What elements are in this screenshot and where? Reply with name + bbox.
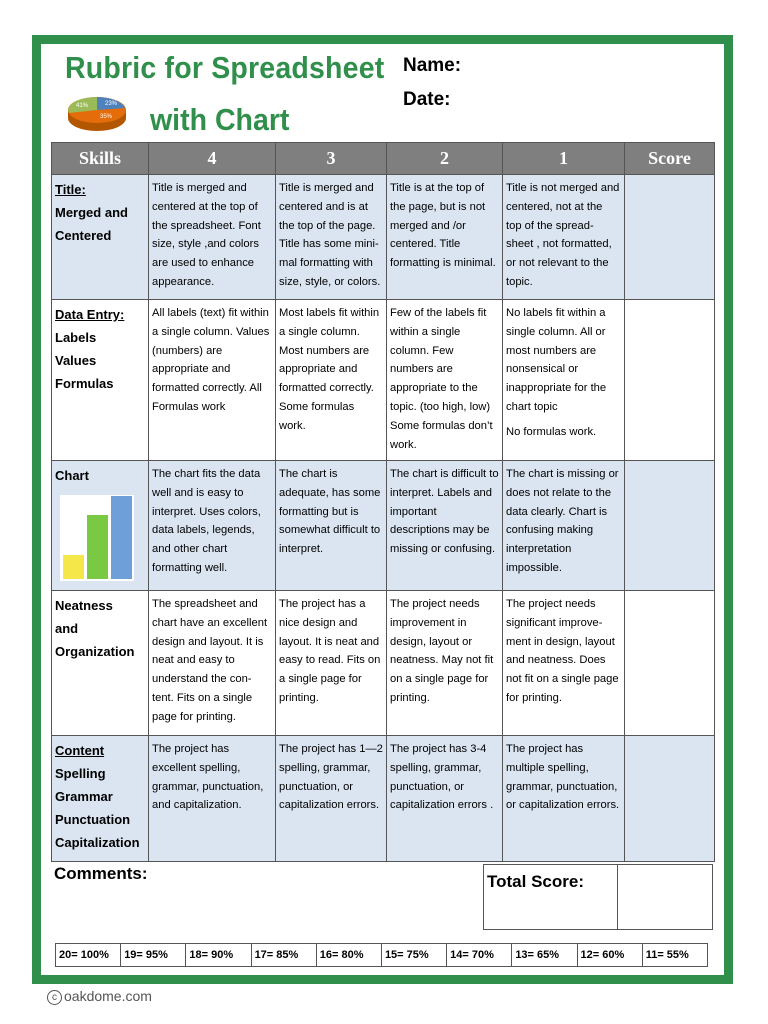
table-row-chart (52, 461, 715, 591)
header-skills: Skills (52, 143, 149, 175)
skill-line: Punctuation (55, 812, 131, 827)
scale-item: 15= 75% (381, 944, 446, 967)
skill-cell (52, 461, 149, 591)
bar-chart-icon (60, 495, 134, 581)
title-line-2: with Chart (150, 102, 290, 137)
scale-item: 11= 55% (642, 944, 707, 967)
criteria-cell-2: The project has 3-4 spelling, grammar, punctuation, or capitalization errors . (387, 736, 503, 862)
name-label: Name: (403, 55, 462, 76)
criteria-cell-4: All labels (text) fit within a single column. Values (numbers) are appropriate and formatted correctly. All Formulas work (149, 300, 276, 461)
skill-heading: Data Entry: (55, 307, 125, 322)
score-cell[interactable] (625, 300, 715, 461)
criteria-cell-3: The project has a nice design and layout. It is neat and easy to read. Fits on a single page for printing. (276, 591, 387, 736)
header-row (52, 143, 715, 175)
scale-item: 13= 65% (512, 944, 577, 967)
bar-green (87, 515, 108, 579)
total-score-label: Total Score: (487, 872, 584, 891)
skill-line: Labels (55, 330, 97, 345)
grading-scale (55, 943, 708, 967)
copyright (47, 988, 152, 1005)
skill-line: Neatness (55, 598, 113, 613)
scale-item: 20= 100% (56, 944, 121, 967)
pie-chart-icon (66, 93, 130, 135)
scale-item: 14= 70% (447, 944, 512, 967)
criteria-cell-1: The project has multiple spelling, grammar, punctuation, or capitalization errors. (503, 736, 625, 862)
skill-line: Values (55, 353, 97, 368)
skill-line: Formulas (55, 376, 114, 391)
criteria-text: No labels fit within a single column. All or most numbers are nonsensical or inappropriate for the chart topic (506, 307, 607, 413)
rubric-table (51, 142, 715, 862)
copyright-text: oakdome.com (64, 988, 152, 1004)
pie-label-2: 23% (105, 101, 118, 107)
skill-line: Organization (55, 644, 135, 659)
skill-line: Centered (55, 228, 112, 243)
criteria-cell-1 (503, 300, 625, 461)
criteria-cell-2: The project needs improvement in design, layout or neatness. May not fit on a single page for printing. (387, 591, 503, 736)
skill-cell (52, 736, 149, 862)
criteria-cell-1: Title is not merged and centered, not at the top of the spread-sheet , not formatted, or not relevant to the topic. (503, 175, 625, 300)
criteria-cell-2: The chart is difficult to interpret. Labels and important descriptions may be missing or confusing. (387, 461, 503, 591)
copyright-icon: c (47, 990, 62, 1005)
criteria-cell-1: The chart is missing or does not relate to the data clearly. Chart is confusing making interpretation impossible. (503, 461, 625, 591)
criteria-cell-1: The project needs significant improve-ment in design, layout and neatness. Does not fit on a single page for printing. (503, 591, 625, 736)
skill-line: and (55, 621, 79, 636)
skill-cell (52, 591, 149, 736)
score-cell[interactable] (625, 736, 715, 862)
score-cell[interactable] (625, 591, 715, 736)
score-cell[interactable] (625, 175, 715, 300)
header-1: 1 (503, 143, 625, 175)
header-4: 4 (149, 143, 276, 175)
criteria-cell-2: Few of the labels fit within a single column. Few numbers are appropriate to the topic. (too high, low) Some formulas don’t work. (387, 300, 503, 461)
criteria-cell-4: The spreadsheet and chart have an excellent design and layout. It is neat and easy to understand the con-tent. Fits on a single page for printing. (149, 591, 276, 736)
scale-item: 16= 80% (316, 944, 381, 967)
scale-item: 19= 95% (121, 944, 186, 967)
table-row-neatness (52, 591, 715, 736)
comments-label: Comments: (54, 864, 148, 883)
header-2: 2 (387, 143, 503, 175)
pie-label-3: 35% (100, 114, 113, 120)
criteria-cell-2: Title is at the top of the page, but is not merged and /or centered. Title formatting is minimal. (387, 175, 503, 300)
criteria-text-extra: No formulas work. (506, 425, 597, 438)
criteria-cell-4: The project has excellent spelling, grammar, punctuation, and capitalization. (149, 736, 276, 862)
skill-heading: Content (55, 743, 105, 758)
header-3: 3 (276, 143, 387, 175)
criteria-cell-3: Title is merged and centered and is at the top of the page. Title has some mini-mal formatting with size, style, or colors. (276, 175, 387, 300)
criteria-cell-3: The chart is adequate, has some formatting but is somewhat difficult to interpret. (276, 461, 387, 591)
table-row-content (52, 736, 715, 862)
bar-blue (111, 496, 132, 579)
criteria-cell-3: Most labels fit within a single column. Most numbers are appropriate and formatted correctly. Some formulas work. (276, 300, 387, 461)
bar-yellow (63, 555, 84, 579)
header-score: Score (625, 143, 715, 175)
scale-item: 12= 60% (577, 944, 642, 967)
skill-line: Grammar (55, 789, 113, 804)
skill-line: Chart (55, 468, 89, 483)
table-row-data-entry (52, 300, 715, 461)
pie-label-1: 41% (76, 103, 89, 109)
skill-line: Merged and (55, 205, 128, 220)
table-row-title (52, 175, 715, 300)
skill-cell (52, 175, 149, 300)
title-line-1: Rubric for Spreadsheet (65, 50, 385, 85)
grading-scale-row (56, 944, 708, 967)
skill-line: Capitalization (55, 835, 140, 850)
skill-line: Spelling (55, 766, 106, 781)
criteria-cell-3: The project has 1—2 spelling, grammar, punctuation, or capitalization errors. (276, 736, 387, 862)
criteria-cell-4: Title is merged and centered at the top of the spreadsheet. Font size, style ,and colors are used to enhance appearance. (149, 175, 276, 300)
score-cell[interactable] (625, 461, 715, 591)
criteria-cell-4: The chart fits the data well and is easy to interpret. Uses colors, data labels, legends, and other chart formatting well. (149, 461, 276, 591)
total-score-box (483, 864, 713, 930)
scale-item: 18= 90% (186, 944, 251, 967)
scale-item: 17= 85% (251, 944, 316, 967)
total-score-divider (617, 865, 618, 929)
date-label: Date: (403, 89, 451, 110)
skill-cell (52, 300, 149, 461)
skill-heading: Title: (55, 182, 86, 197)
